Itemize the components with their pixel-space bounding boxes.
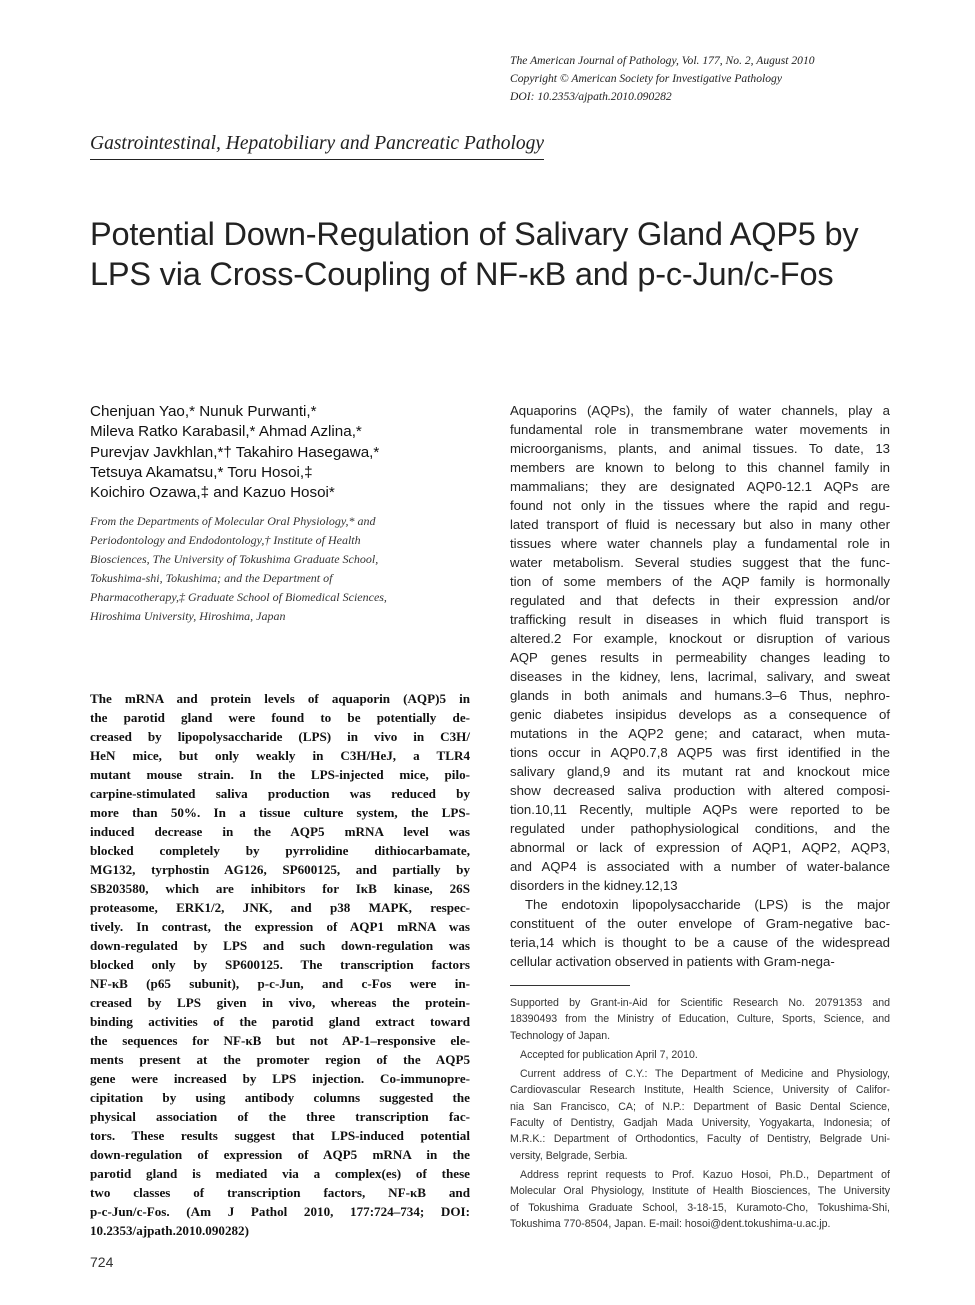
footnote-line: Cardiovascular Research Institute, Health Science, University of Califor-: [510, 1084, 890, 1097]
abstract-line: mutant mouse strain. In the LPS-injected mice, pilo-: [90, 767, 470, 782]
article-title: [90, 214, 910, 294]
body-line: The endotoxin lipopolysaccharide (LPS) is the major: [525, 897, 890, 912]
abstract-line: NF-κB (p65 subunit), p-c-Jun, and c-Fos were in-: [90, 976, 470, 991]
affiliation: [90, 512, 455, 626]
abstract-line: blocked completely by pyrrolidine dithiocarbamate,: [90, 843, 470, 858]
footnote-line: versity, Belgrade, Serbia.: [510, 1149, 628, 1162]
author-line: Koichiro Ozawa,‡ and Kazuo Hosoi*: [90, 484, 335, 502]
footnote-line: Molecular Oral Physiology, Institute of Health Biosciences, The University: [510, 1185, 890, 1198]
footnotes: [510, 995, 890, 1232]
abstract-line: more than 50%. In a tissue culture system, the LPS-: [90, 805, 470, 820]
body-line: show decreased saliva production with altered composi-: [510, 783, 890, 798]
body-line: genic diabetes insipidus develops as a consequence of: [510, 707, 890, 722]
journal-citation: [510, 52, 930, 106]
body-line: constituent of the outer envelope of Gram-negative bac-: [510, 916, 890, 931]
body-line: trafficking result in diseases in which fluid transport is: [510, 612, 890, 627]
footnote-line: of Tokushima Graduate School, 3-18-15, Kuramoto-Cho, Tokushima-Shi,: [510, 1201, 890, 1214]
affiliation-line: Tokushima-shi, Tokushima; and the Department of: [90, 571, 333, 585]
body-line: altered.2 For example, knockout or disruption of various: [510, 631, 890, 646]
journal-line: The American Journal of Pathology, Vol. 177, No. 2, August 2010: [510, 54, 815, 67]
body-line: and AQP4 is associated with a number of water-balance: [510, 859, 890, 874]
footnote-line: Supported by Grant-in-Aid for Scientific Research No. 20791353 and: [510, 997, 890, 1009]
body-line: teria,14 which is thought to be a cause of the widespread: [510, 935, 890, 950]
abstract-line: down-regulated by LPS and such down-regulation was: [90, 938, 470, 953]
abstract-line: p-c-Jun/c-Fos. (Am J Pathol 2010, 177:724–734; DOI:: [90, 1204, 470, 1219]
body-line: Aquaporins (AQPs), the family of water channels, play a: [510, 403, 890, 418]
abstract-line: two classes of transcription factors, NF-κB and: [90, 1185, 470, 1200]
body-line: abnormal or lack of expression of AQP1, AQP2, AQP3,: [510, 840, 890, 855]
body-line: members are known to belong to this channel family in: [510, 460, 890, 475]
author-list: [90, 402, 470, 503]
footnote-line: Tokushima 770-8504, Japan. E-mail: hosoi@dent.tokushima-u.ac.jp.: [510, 1217, 831, 1230]
body-line: microorganisms, plants, and animal tissues. To date, 13: [510, 441, 890, 456]
footnote-line: Technology of Japan.: [510, 1029, 611, 1042]
affiliation-line: From the Departments of Molecular Oral Physiology,* and: [90, 514, 376, 528]
abstract-line: creased by LPS given in vivo, whereas the protein-: [90, 995, 470, 1010]
body-text: [510, 401, 890, 971]
body-line: salivary gland,9 and its mutant rat and knockout mice: [510, 764, 890, 779]
author-line: Chenjuan Yao,* Nunuk Purwanti,*: [90, 403, 317, 420]
affiliation-line: Hiroshima University, Hiroshima, Japan: [90, 609, 286, 623]
body-line: found not only in the tissues where the rapid and regu-: [510, 498, 890, 513]
abstract-line: tively. In contrast, the expression of AQP1 mRNA was: [90, 919, 470, 934]
abstract-line: The mRNA and protein levels of aquaporin (AQP)5 in: [90, 691, 470, 706]
footnote-line: Current address of C.Y.: The Department of Medicine and Physiology,: [520, 1068, 890, 1081]
abstract-line: cipitation by using antibody columns suggested the: [90, 1090, 470, 1105]
footnote-accepted: Accepted for publication April 7, 2010.: [520, 1048, 698, 1061]
abstract: [90, 689, 470, 1240]
footnote-divider: [510, 985, 630, 986]
body-line: tissues where water channels play a fundamental role in: [510, 536, 890, 551]
body-line: cellular activation observed in patients with Gram-nega-: [510, 954, 835, 969]
abstract-line: proteasome, ERK1/2, JNK, and p38 MAPK, respec-: [90, 900, 470, 915]
abstract-line: gene were increased by LPS injection. Co-immunopre-: [90, 1071, 470, 1086]
abstract-line: MG132, tyrphostin AG126, SP600125, and partially by: [90, 862, 470, 877]
abstract-line: carpine-stimulated saliva production was reduced by: [90, 786, 470, 801]
abstract-line: SB203580, which are inhibitors for IκB kinase, 26S: [90, 881, 470, 896]
abstract-line: creased by lipopolysaccharide (LPS) in vivo in C3H/: [90, 729, 470, 744]
body-line: glands in both animals and humans.3–6 Thus, nephro-: [510, 688, 890, 703]
body-line: water metabolism. Several studies suggest that the func-: [510, 555, 890, 570]
page-number: 724: [90, 1254, 114, 1270]
abstract-line: ments present at the promoter region of the AQP5: [90, 1052, 470, 1067]
abstract-line: HeN mice, but only weakly in C3H/HeJ, a TLR4: [90, 748, 470, 763]
abstract-line: 10.2353/ajpath.2010.090282): [90, 1223, 249, 1238]
section-heading: Gastrointestinal, Hepatobiliary and Pancreatic Pathology: [90, 131, 544, 160]
title-line: Potential Down-Regulation of Salivary Gland AQP5 by: [90, 216, 859, 252]
abstract-line: tors. These results suggest that LPS-induced potential: [90, 1128, 470, 1143]
affiliation-line: Pharmacotherapy,‡ Graduate School of Biomedical Sciences,: [90, 590, 387, 604]
abstract-line: physical association of the three transcription fac-: [90, 1109, 470, 1124]
author-line: Purevjav Javkhlan,*† Takahiro Hasegawa,*: [90, 443, 380, 461]
abstract-line: parotid gland is mediated via a complex(es) of these: [90, 1166, 470, 1181]
body-line: regulated and that defects in their expression and/or: [510, 593, 890, 608]
body-line: tion of some members of the AQP family is hormonally: [510, 574, 890, 589]
journal-line: DOI: 10.2353/ajpath.2010.090282: [510, 90, 672, 103]
author-line: Tetsuya Akamatsu,* Toru Hosoi,‡: [90, 463, 313, 481]
footnote-line: Address reprint requests to Prof. Kazuo Hosoi, Ph.D., Department of: [520, 1168, 890, 1181]
body-line: regulated under pathophysiological conditions, and the: [510, 821, 890, 836]
body-line: lated transport of fluid is necessary but also in many other: [510, 517, 890, 532]
abstract-line: induced decrease in the AQP5 mRNA level was: [90, 824, 470, 839]
affiliation-line: Biosciences, The University of Tokushima Graduate School,: [90, 552, 379, 566]
abstract-line: blocked only by SP600125. The transcription factors: [90, 957, 470, 972]
footnote-line: nia San Francisco, CA; of N.P.: Department of Basic Dental Science,: [510, 1100, 890, 1113]
body-line: AQP genes results in permeability changes leading to: [510, 650, 890, 665]
footnote-line: Faculty of Dentistry, Gadjah Mada University, Yogyakarta, Indonesia; of: [510, 1117, 890, 1130]
author-line: Mileva Ratko Karabasil,* Ahmad Azlina,*: [90, 423, 362, 441]
body-line: tions occur in AQP0.7,8 AQP5 was first identified in the: [510, 745, 890, 760]
body-line: fundamental role in transmembrane water movements in: [510, 422, 890, 437]
footnote-line: M.R.K.: Department of Orthodontics, Faculty of Dentistry, Belgrade Uni-: [510, 1133, 890, 1146]
body-line: tion.10,11 Recently, multiple AQPs were reported to be: [510, 802, 890, 817]
abstract-line: the parotid gland were found to be potentially de-: [90, 710, 470, 725]
body-line: diseases in the kidney, lens, lacrimal, salivary, and sweat: [510, 669, 890, 684]
body-line: disorders in the kidney.12,13: [510, 878, 678, 893]
footnote-line: 18390493 from the Ministry of Education, Culture, Sports, Science, and: [510, 1013, 890, 1026]
abstract-line: binding activities of the parotid gland extract toward: [90, 1014, 470, 1029]
affiliation-line: Periodontology and Endodontology,† Institute of Health: [90, 533, 361, 547]
body-line: mammalians; they are designated AQP0-12.1 AQPs are: [510, 479, 890, 494]
title-line: LPS via Cross-Coupling of NF-κB and p-c-Jun/c-Fos: [90, 256, 834, 292]
body-line: mutations in the AQP2 gene; and cataract, when muta-: [510, 726, 890, 741]
abstract-line: down-regulation of expression of AQP5 mRNA in the: [90, 1147, 470, 1162]
journal-line: Copyright © American Society for Investigative Pathology: [510, 72, 782, 85]
abstract-line: the sequences for NF-κB but not AP-1–responsive ele-: [90, 1033, 470, 1048]
